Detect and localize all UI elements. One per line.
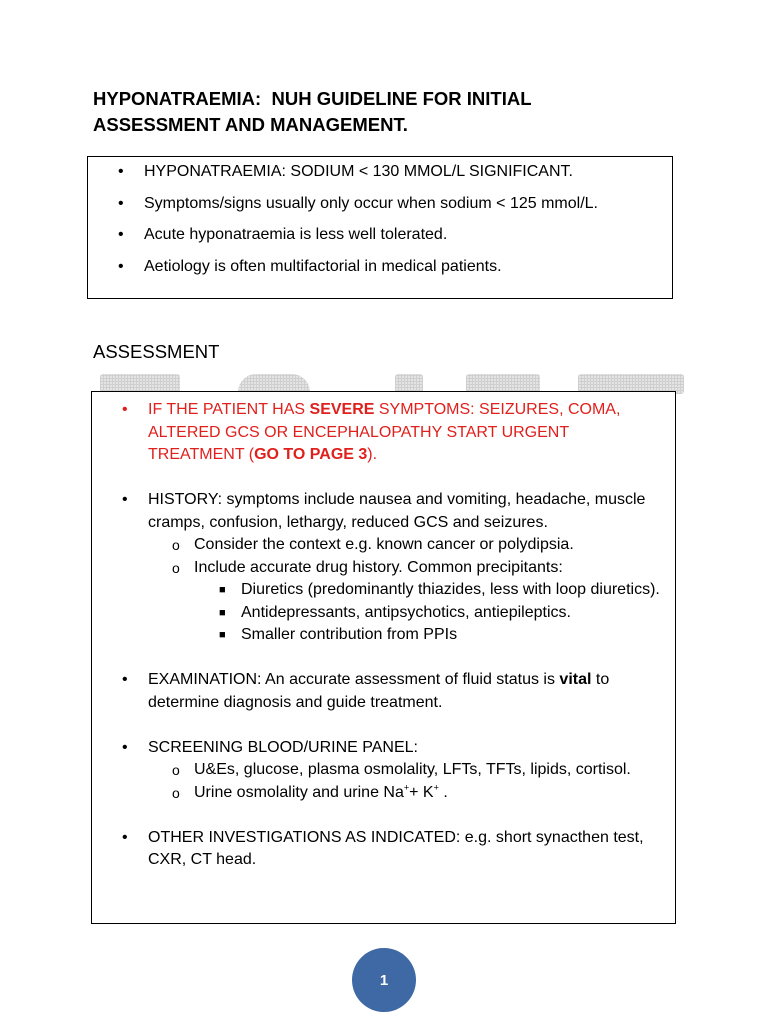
severe-symptoms-item [122,399,662,467]
superscript: + [403,782,410,793]
history-subitem [148,557,662,647]
severe-text: ). [367,446,378,463]
screening-subitem-text: U&Es, glucose, plasma osmolality, LFTs, TFTs, lipids, cortisol. [194,761,631,778]
superscript: + [433,782,439,793]
page-number-badge: 1 [352,948,416,1012]
screening-subitem [148,782,662,805]
square-bullet-icon: ■ [219,584,226,596]
examination-emphasis: vital [559,671,592,688]
circle-bullet-icon: o [172,784,180,801]
square-bullet-icon: ■ [219,629,226,641]
drug-item [148,602,662,625]
screening-subitem-text: . [438,783,448,801]
go-to-page-3-link: GO TO PAGE 3 [254,446,368,463]
summary-item [118,194,598,214]
history-item [122,489,662,647]
summary-item-text: Symptoms/signs usually only occur when sodium < 125 mmol/L. [144,194,598,212]
drug-item-text: Diuretics (predominantly thiazides, less with loop diuretics). [241,581,660,598]
circle-bullet-icon: o [172,559,180,576]
summary-item [118,257,598,277]
assessment-box [91,391,676,924]
screening-subitem [148,759,662,782]
other-investigations-item [122,827,662,872]
screening-subitem-text: Urine osmolality and urine Na [194,783,404,801]
drug-item-text: Antidepressants, antipsychotics, antiepileptics. [241,603,571,621]
examination-item [122,669,662,714]
history-sublist [148,534,662,647]
summary-item-text: HYPONATRAEMIA: SODIUM < 130 MMOL/L SIGNIFICANT. [144,163,573,180]
drug-list [148,579,662,647]
history-subitem [148,534,662,557]
severe-text: IF THE PATIENT HAS [148,401,310,418]
screening-sublist [148,759,662,804]
examination-text: EXAMINATION: An accurate assessment of fluid status is [148,671,560,688]
summary-list [118,162,598,288]
circle-bullet-icon: o [172,537,180,553]
history-text: HISTORY: symptoms include nausea and vomiting, headache, muscle cramps, confusion, lethargy, reduced GCS and seizures. [148,491,646,531]
summary-box [87,156,673,299]
summary-item-text: Acute hyponatraemia is less well tolerated. [144,226,448,243]
severe-text: SYMPTOMS: SEIZURES, COMA, ALTERED GCS OR ENCEPHALOPATHY START URGENT TREATMENT ( [148,401,621,463]
drug-item-text: Smaller contribution from PPIs [241,626,458,643]
assessment-heading: ASSESSMENT [93,341,220,362]
severe-emphasis: SEVERE [309,401,375,418]
square-bullet-icon: ■ [219,606,226,619]
screening-text: SCREENING BLOOD/URINE PANEL: [148,738,418,756]
summary-item [118,225,598,245]
other-investigations-text: OTHER INVESTIGATIONS AS INDICATED: e.g. short synacthen test, CXR, CT head. [148,828,644,868]
screening-item [122,737,662,805]
title-line-2: ASSESSMENT AND MANAGEMENT. [93,114,408,135]
assessment-list [122,399,662,872]
drug-item [148,624,662,647]
document-title [93,86,693,138]
drug-item [148,579,662,602]
summary-item [118,162,598,182]
summary-item-text: Aetiology is often multifactorial in medical patients. [144,257,502,275]
history-subitem-text: Include accurate drug history. Common precipitants: [194,558,563,576]
title-line-1: HYPONATRAEMIA: NUH GUIDELINE FOR INITIAL [93,88,532,109]
examination-text: to determine diagnosis and guide treatment. [148,671,610,711]
circle-bullet-icon: o [172,762,180,778]
history-subitem-text: Consider the context e.g. known cancer or polydipsia. [194,536,574,553]
screening-subitem-text: + K [409,783,434,801]
